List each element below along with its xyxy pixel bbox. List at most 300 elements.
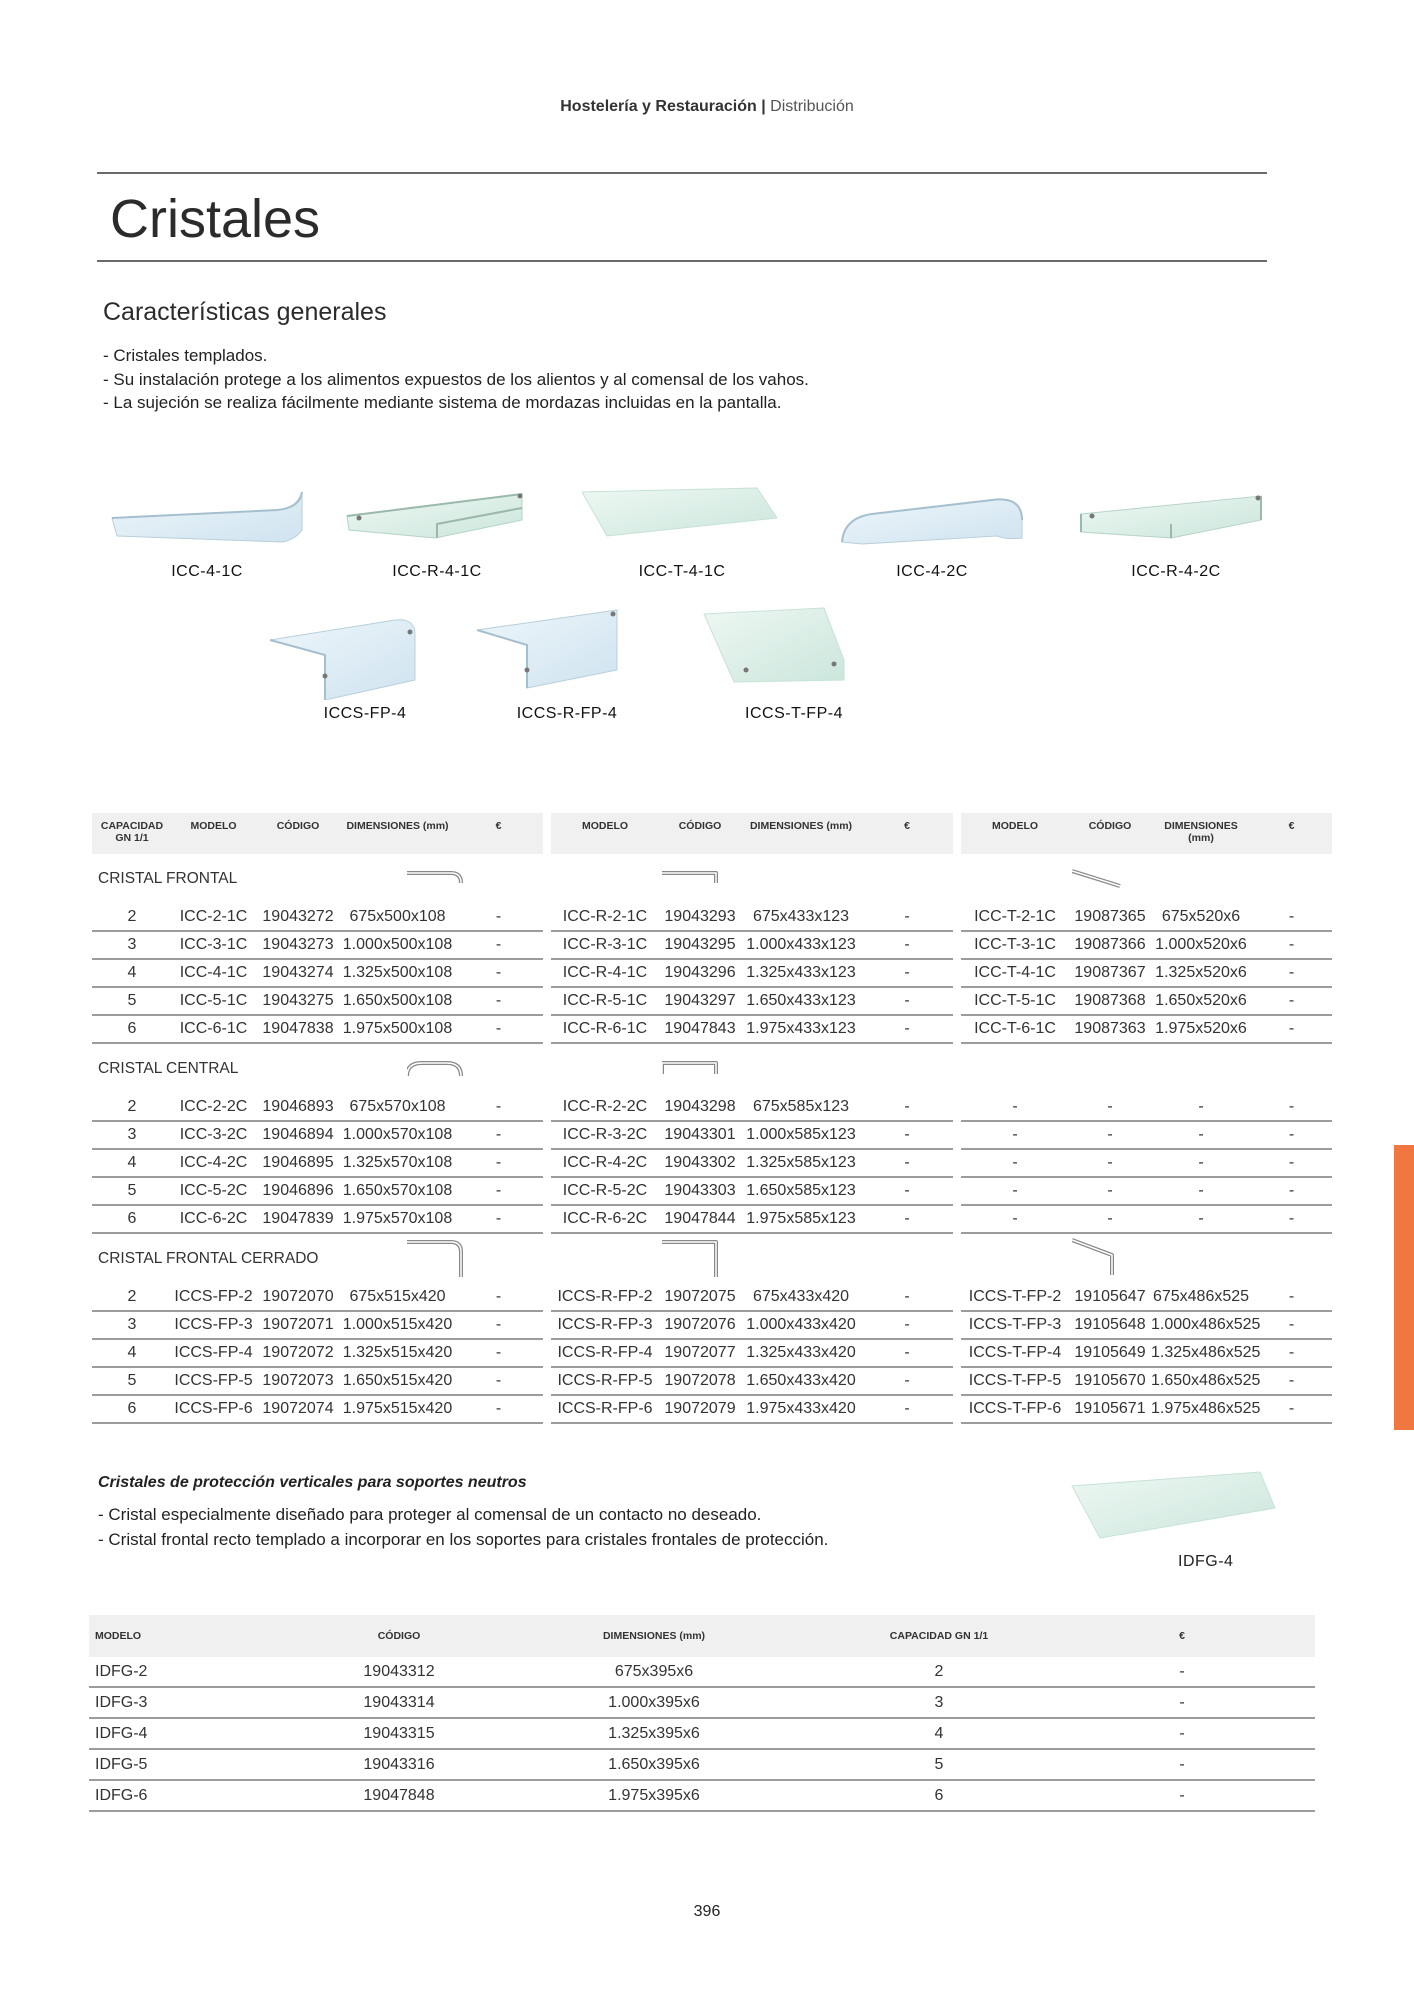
table-row (92, 1149, 1332, 1177)
table-cell: ICC-4-1C (172, 959, 255, 987)
table-cell: - (861, 1284, 953, 1311)
table-cell: ICCS-FP-5 (172, 1367, 255, 1395)
vertical-heading: Cristales de protección verticales para soportes neutros (98, 1474, 527, 1491)
table-cell: 19105671 (1069, 1395, 1151, 1423)
table-cell: 1.000x433x420 (741, 1311, 861, 1339)
table-cell: 1.000x515x420 (341, 1311, 454, 1339)
table-cell: ICC-6-1C (172, 1015, 255, 1043)
table-row (92, 1311, 1332, 1339)
product-label: ICC-R-4-1C (392, 563, 482, 580)
table-cell: 1.325x433x123 (741, 959, 861, 987)
col-price: € (861, 813, 953, 854)
table-cell: ICC-T-3-1C (961, 931, 1069, 959)
product-label: ICCS-FP-4 (323, 705, 407, 722)
col-code: CÓDIGO (659, 813, 741, 854)
curved-central-glass-icon (832, 480, 1032, 550)
glass-profile-icon (1072, 1237, 1132, 1281)
profile-diagram (341, 1233, 543, 1284)
table-cell: - (454, 1284, 543, 1311)
table-cell: ICC-T-2-1C (961, 904, 1069, 931)
table-cell: 19087368 (1069, 987, 1151, 1015)
table-cell: ICC-R-2-1C (551, 904, 659, 931)
table-cell: 1.975x486x525 (1151, 1395, 1251, 1423)
table-cell: ICCS-FP-6 (172, 1395, 255, 1423)
table-cell: 19043316 (319, 1749, 479, 1780)
table-cell: 1.650x515x420 (341, 1367, 454, 1395)
table-row (92, 1367, 1332, 1395)
profile-diagram (551, 854, 953, 904)
table-cell: ICC-2-2C (172, 1094, 255, 1121)
bullet: - Cristales templados. (103, 346, 268, 365)
table-cell: 19043297 (659, 987, 741, 1015)
product-iccs-r-fp-4 (467, 600, 667, 730)
table-cell: 1.325x520x6 (1151, 959, 1251, 987)
table-cell: - (1251, 1149, 1332, 1177)
table-cell: 19043293 (659, 904, 741, 931)
table-cell: - (1069, 1149, 1151, 1177)
table-row (92, 1094, 1332, 1121)
product-label: ICC-4-1C (171, 563, 243, 580)
vertical-table-body (89, 1657, 1315, 1811)
product-label: ICC-R-4-2C (1131, 563, 1221, 580)
table-cell: - (961, 1149, 1069, 1177)
table-cell: 19046895 (255, 1149, 341, 1177)
table-cell: 1.650x486x525 (1151, 1367, 1251, 1395)
table-cell: 1.325x500x108 (341, 959, 454, 987)
table-cell: 1.650x570x108 (341, 1177, 454, 1205)
table-row (89, 1687, 1315, 1718)
table-cell: - (861, 1177, 953, 1205)
table-cell: 675x395x6 (479, 1657, 829, 1687)
table-cell: 4 (92, 959, 172, 987)
col-dims: DIMENSIONES (mm) (1151, 813, 1251, 854)
table-cell: - (454, 987, 543, 1015)
table-cell: - (1251, 1205, 1332, 1233)
table-cell: 675x520x6 (1151, 904, 1251, 931)
title-bottom-rule (97, 260, 1267, 262)
table-cell: - (454, 959, 543, 987)
table-cell: - (1251, 959, 1332, 987)
table-cell: - (454, 1149, 543, 1177)
table-cell: ICC-5-2C (172, 1177, 255, 1205)
col-dims: DIMENSIONES (mm) (341, 813, 454, 854)
square-glass-icon (337, 480, 537, 550)
table-row (92, 1177, 1332, 1205)
page-title: Cristales (110, 189, 321, 249)
table-cell: 19043298 (659, 1094, 741, 1121)
glass-profile-icon (662, 1237, 722, 1281)
table-cell: 675x500x108 (341, 904, 454, 931)
table-cell: 4 (92, 1149, 172, 1177)
closed-flat-glass-icon (694, 600, 894, 700)
table-cell: 3 (829, 1687, 1049, 1718)
table-cell: - (861, 1015, 953, 1043)
col-model: MODELO (89, 1615, 319, 1657)
table-cell: ICCS-T-FP-2 (961, 1284, 1069, 1311)
table-cell: 19046893 (255, 1094, 341, 1121)
general-bullets (103, 344, 809, 415)
product-icc-4-1c (107, 480, 307, 581)
table-row (92, 1205, 1332, 1233)
table-cell: ICCS-R-FP-6 (551, 1395, 659, 1423)
table-cell: 675x585x123 (741, 1094, 861, 1121)
table-cell: - (1251, 1284, 1332, 1311)
table-cell: 5 (92, 1367, 172, 1395)
table-cell: - (1251, 904, 1332, 931)
table-cell: - (1069, 1094, 1151, 1121)
table-cell: 1.650x395x6 (479, 1749, 829, 1780)
vertical-bullets (98, 1503, 828, 1552)
profile-diagram (551, 1233, 953, 1284)
table-row (92, 1121, 1332, 1149)
col-model: MODELO (551, 813, 659, 854)
profile-diagram (341, 1043, 543, 1094)
table-cell: 1.325x585x123 (741, 1149, 861, 1177)
table-cell: - (861, 1094, 953, 1121)
table-cell: 19087367 (1069, 959, 1151, 987)
table-cell: - (454, 1395, 543, 1423)
table-cell: ICCS-R-FP-3 (551, 1311, 659, 1339)
table-cell: - (454, 1177, 543, 1205)
table-cell: 19043296 (659, 959, 741, 987)
table-cell: - (1251, 1121, 1332, 1149)
table-cell: - (454, 1015, 543, 1043)
bullet: - Cristal frontal recto templado a incorporar en los soportes para cristales frontales de protección. (98, 1529, 829, 1549)
table-cell: - (1069, 1121, 1151, 1149)
table-cell: ICC-R-3-1C (551, 931, 659, 959)
table-cell: 1.975x585x123 (741, 1205, 861, 1233)
product-label: ICC-4-2C (896, 563, 968, 580)
table-cell: 1.325x433x420 (741, 1339, 861, 1367)
table-cell: - (861, 1367, 953, 1395)
table-cell: - (1049, 1780, 1315, 1811)
table-cell: - (454, 904, 543, 931)
table-cell: - (961, 1094, 1069, 1121)
square-central-glass-icon (1076, 480, 1276, 550)
table-cell: 2 (92, 904, 172, 931)
table-cell: - (861, 931, 953, 959)
table-cell: 19072075 (659, 1284, 741, 1311)
table-cell: - (861, 959, 953, 987)
product-icc-4-2c (832, 480, 1032, 581)
table-cell: - (1151, 1205, 1251, 1233)
section-title: CRISTAL FRONTAL (98, 870, 238, 887)
col-code: CÓDIGO (319, 1615, 479, 1657)
table-cell: 19047843 (659, 1015, 741, 1043)
table-cell: 19072077 (659, 1339, 741, 1367)
table-row (92, 1395, 1332, 1423)
table-cell: 19072074 (255, 1395, 341, 1423)
table-cell: - (454, 1339, 543, 1367)
col-code: CÓDIGO (255, 813, 341, 854)
table-row (92, 987, 1332, 1015)
running-header (0, 98, 1414, 116)
table-cell: 1.000x520x6 (1151, 931, 1251, 959)
table-row (92, 931, 1332, 959)
table-cell: ICC-T-5-1C (961, 987, 1069, 1015)
table-cell: IDFG-4 (89, 1718, 319, 1749)
table-cell: ICC-5-1C (172, 987, 255, 1015)
product-label: ICCS-T-FP-4 (745, 705, 843, 722)
closed-front-glass-icon (265, 600, 465, 700)
glass-profile-icon (662, 1058, 722, 1080)
table-cell: 19043301 (659, 1121, 741, 1149)
table-cell: ICCS-FP-2 (172, 1284, 255, 1311)
table-row (89, 1749, 1315, 1780)
table-cell: 675x433x123 (741, 904, 861, 931)
table-header-row (92, 813, 1332, 854)
table-cell: 19046896 (255, 1177, 341, 1205)
table-cell: ICC-2-1C (172, 904, 255, 931)
table-cell: ICCS-T-FP-5 (961, 1367, 1069, 1395)
table-row (92, 959, 1332, 987)
title-top-rule (97, 172, 1267, 174)
table-cell: ICC-R-4-1C (551, 959, 659, 987)
table-cell: 1.000x585x123 (741, 1121, 861, 1149)
table-cell: 19043272 (255, 904, 341, 931)
section-row (92, 854, 1332, 904)
table-cell: ICC-R-4-2C (551, 1149, 659, 1177)
table-cell: 3 (92, 1121, 172, 1149)
table-cell: 1.650x585x123 (741, 1177, 861, 1205)
table-cell: ICCS-FP-3 (172, 1311, 255, 1339)
table-cell: 19105670 (1069, 1367, 1151, 1395)
table-cell: 19047838 (255, 1015, 341, 1043)
table-header-row (89, 1615, 1315, 1657)
table-cell: - (454, 1121, 543, 1149)
table-cell: IDFG-6 (89, 1780, 319, 1811)
table-cell: - (1251, 1094, 1332, 1121)
table-cell: 1.975x395x6 (479, 1780, 829, 1811)
table-cell: - (861, 1149, 953, 1177)
curved-glass-icon (107, 480, 307, 550)
table-cell: 1.325x515x420 (341, 1339, 454, 1367)
table-cell: 1.975x520x6 (1151, 1015, 1251, 1043)
table-cell: - (1151, 1177, 1251, 1205)
table-cell: 1.975x433x420 (741, 1395, 861, 1423)
table-cell: 5 (92, 987, 172, 1015)
table-row (89, 1657, 1315, 1687)
page-number: 396 (693, 1903, 721, 1920)
table-cell: ICC-6-2C (172, 1205, 255, 1233)
product-icc-r-4-1c (337, 480, 537, 581)
table-cell: 1.650x433x420 (741, 1367, 861, 1395)
table-cell: - (961, 1177, 1069, 1205)
col-price: € (1251, 813, 1332, 854)
profile-diagram (551, 1043, 953, 1094)
header-separator: | (761, 98, 766, 115)
table-cell: 19043312 (319, 1657, 479, 1687)
table-cell: 3 (92, 931, 172, 959)
table-cell: 19105649 (1069, 1339, 1151, 1367)
table-cell: 1.325x395x6 (479, 1718, 829, 1749)
product-icc-r-4-2c (1076, 480, 1276, 581)
product-iccs-t-fp-4 (694, 600, 894, 730)
table-cell: 19072079 (659, 1395, 741, 1423)
profile-diagram (961, 854, 1332, 904)
glass-profile-icon (407, 1058, 467, 1080)
table-cell: 1.000x433x123 (741, 931, 861, 959)
table-cell: 19043275 (255, 987, 341, 1015)
col-price: € (454, 813, 543, 854)
table-cell: - (454, 1311, 543, 1339)
table-cell: 1.650x433x123 (741, 987, 861, 1015)
profile-diagram (341, 854, 543, 904)
table-cell: - (1069, 1205, 1151, 1233)
table-cell: ICC-R-5-1C (551, 987, 659, 1015)
table-cell: ICC-R-3-2C (551, 1121, 659, 1149)
table-cell: ICC-T-4-1C (961, 959, 1069, 987)
product-idfg-4 (1070, 1468, 1280, 1571)
table-cell: 19043303 (659, 1177, 741, 1205)
table-cell: 2 (92, 1284, 172, 1311)
table-cell: 1.325x486x525 (1151, 1339, 1251, 1367)
table-cell: 19072071 (255, 1311, 341, 1339)
table-cell: 1.000x486x525 (1151, 1311, 1251, 1339)
table-cell: - (1049, 1657, 1315, 1687)
table-cell: 1.975x500x108 (341, 1015, 454, 1043)
col-capacity: CAPACIDAD GN 1/1 (92, 813, 172, 854)
table-cell: ICC-3-1C (172, 931, 255, 959)
table-cell: - (1251, 931, 1332, 959)
table-cell: - (1069, 1177, 1151, 1205)
bullet: - Cristal especialmente diseñado para proteger al comensal de un contacto no deseado. (98, 1505, 762, 1524)
table-cell: ICC-R-6-2C (551, 1205, 659, 1233)
general-heading: Características generales (103, 298, 387, 326)
table-cell: ICCS-R-FP-5 (551, 1367, 659, 1395)
table-cell: ICC-T-6-1C (961, 1015, 1069, 1043)
table-cell: 19043273 (255, 931, 341, 959)
spec-table (92, 813, 1332, 1424)
table-cell: - (861, 1395, 953, 1423)
col-price: € (1049, 1615, 1315, 1657)
table-cell: ICC-R-2-2C (551, 1094, 659, 1121)
table-cell: - (861, 904, 953, 931)
table-cell: 1.000x500x108 (341, 931, 454, 959)
glass-profile-icon (407, 868, 467, 890)
col-model: MODELO (172, 813, 255, 854)
table-cell: - (1049, 1687, 1315, 1718)
table-cell: IDFG-3 (89, 1687, 319, 1718)
table-cell: 1.000x395x6 (479, 1687, 829, 1718)
table-cell: 19047839 (255, 1205, 341, 1233)
table-row (89, 1718, 1315, 1749)
table-cell: - (1251, 1177, 1332, 1205)
table-cell: 19072076 (659, 1311, 741, 1339)
table-cell: ICC-4-2C (172, 1149, 255, 1177)
table-cell: 675x570x108 (341, 1094, 454, 1121)
table-row (92, 904, 1332, 931)
flat-glass-icon (582, 480, 782, 550)
closed-square-glass-icon (467, 600, 667, 700)
col-capacity: CAPACIDAD GN 1/1 (829, 1615, 1049, 1657)
table-cell: - (1251, 1339, 1332, 1367)
table-cell: 3 (92, 1311, 172, 1339)
table-cell: ICC-3-2C (172, 1121, 255, 1149)
product-label: ICCS-R-FP-4 (516, 705, 618, 722)
table-cell: 19105647 (1069, 1284, 1151, 1311)
table-cell: - (454, 1094, 543, 1121)
vertical-glass-icon (1070, 1468, 1280, 1548)
product-iccs-fp-4 (265, 600, 465, 730)
table-row (89, 1780, 1315, 1811)
table-cell: ICC-R-6-1C (551, 1015, 659, 1043)
product-label: IDFG-4 (1178, 1553, 1234, 1570)
table-cell: 19043315 (319, 1718, 479, 1749)
table-cell: 4 (829, 1718, 1049, 1749)
table-cell: 19043314 (319, 1687, 479, 1718)
table-cell: 1.650x520x6 (1151, 987, 1251, 1015)
table-cell: - (1049, 1718, 1315, 1749)
table-cell: - (1251, 1311, 1332, 1339)
table-cell: 675x515x420 (341, 1284, 454, 1311)
profile-diagram (961, 1233, 1332, 1284)
product-icc-t-4-1c (582, 480, 782, 581)
col-dims: DIMENSIONES (mm) (741, 813, 861, 854)
table-cell: 19046894 (255, 1121, 341, 1149)
table-cell: - (961, 1121, 1069, 1149)
table-cell: 19105648 (1069, 1311, 1151, 1339)
table-cell: 19072078 (659, 1367, 741, 1395)
vertical-table (89, 1615, 1315, 1812)
table-cell: ICCS-T-FP-4 (961, 1339, 1069, 1367)
table-cell: - (1049, 1749, 1315, 1780)
table-row (92, 1284, 1332, 1311)
spec-table-body (92, 854, 1332, 1423)
table-cell: - (1251, 1395, 1332, 1423)
col-code: CÓDIGO (1069, 813, 1151, 854)
glass-profile-icon (662, 868, 722, 890)
table-cell: - (454, 1367, 543, 1395)
table-cell: ICCS-R-FP-4 (551, 1339, 659, 1367)
table-cell: 675x486x525 (1151, 1284, 1251, 1311)
table-cell: ICCS-FP-4 (172, 1339, 255, 1367)
table-cell: 19047848 (319, 1780, 479, 1811)
table-cell: IDFG-2 (89, 1657, 319, 1687)
section-color-tab (1394, 1145, 1414, 1430)
table-cell: 6 (92, 1205, 172, 1233)
table-row (92, 1015, 1332, 1043)
table-cell: - (1251, 1367, 1332, 1395)
table-cell: 1.000x570x108 (341, 1121, 454, 1149)
table-cell: - (1151, 1149, 1251, 1177)
table-cell: - (861, 1311, 953, 1339)
table-cell: 6 (92, 1015, 172, 1043)
table-cell: 19072072 (255, 1339, 341, 1367)
table-cell: ICC-R-5-2C (551, 1177, 659, 1205)
header-subsection: Distribución (770, 98, 854, 115)
table-cell: - (961, 1205, 1069, 1233)
table-cell: 19043274 (255, 959, 341, 987)
table-cell: ICCS-T-FP-3 (961, 1311, 1069, 1339)
bullet: - La sujeción se realiza fácilmente mediante sistema de mordazas incluidas en la pantalla. (103, 393, 782, 412)
table-cell: - (861, 1339, 953, 1367)
glass-profile-icon (1072, 868, 1132, 890)
table-cell: - (454, 1205, 543, 1233)
glass-profile-icon (407, 1237, 467, 1281)
section-title: CRISTAL FRONTAL CERRADO (98, 1250, 319, 1267)
table-cell: 6 (829, 1780, 1049, 1811)
table-cell: - (454, 931, 543, 959)
table-cell: 2 (829, 1657, 1049, 1687)
table-row (92, 1339, 1332, 1367)
table-cell: IDFG-5 (89, 1749, 319, 1780)
table-cell: 4 (92, 1339, 172, 1367)
table-cell: 19043295 (659, 931, 741, 959)
table-cell: 675x433x420 (741, 1284, 861, 1311)
table-cell: - (1151, 1094, 1251, 1121)
table-cell: 19043302 (659, 1149, 741, 1177)
